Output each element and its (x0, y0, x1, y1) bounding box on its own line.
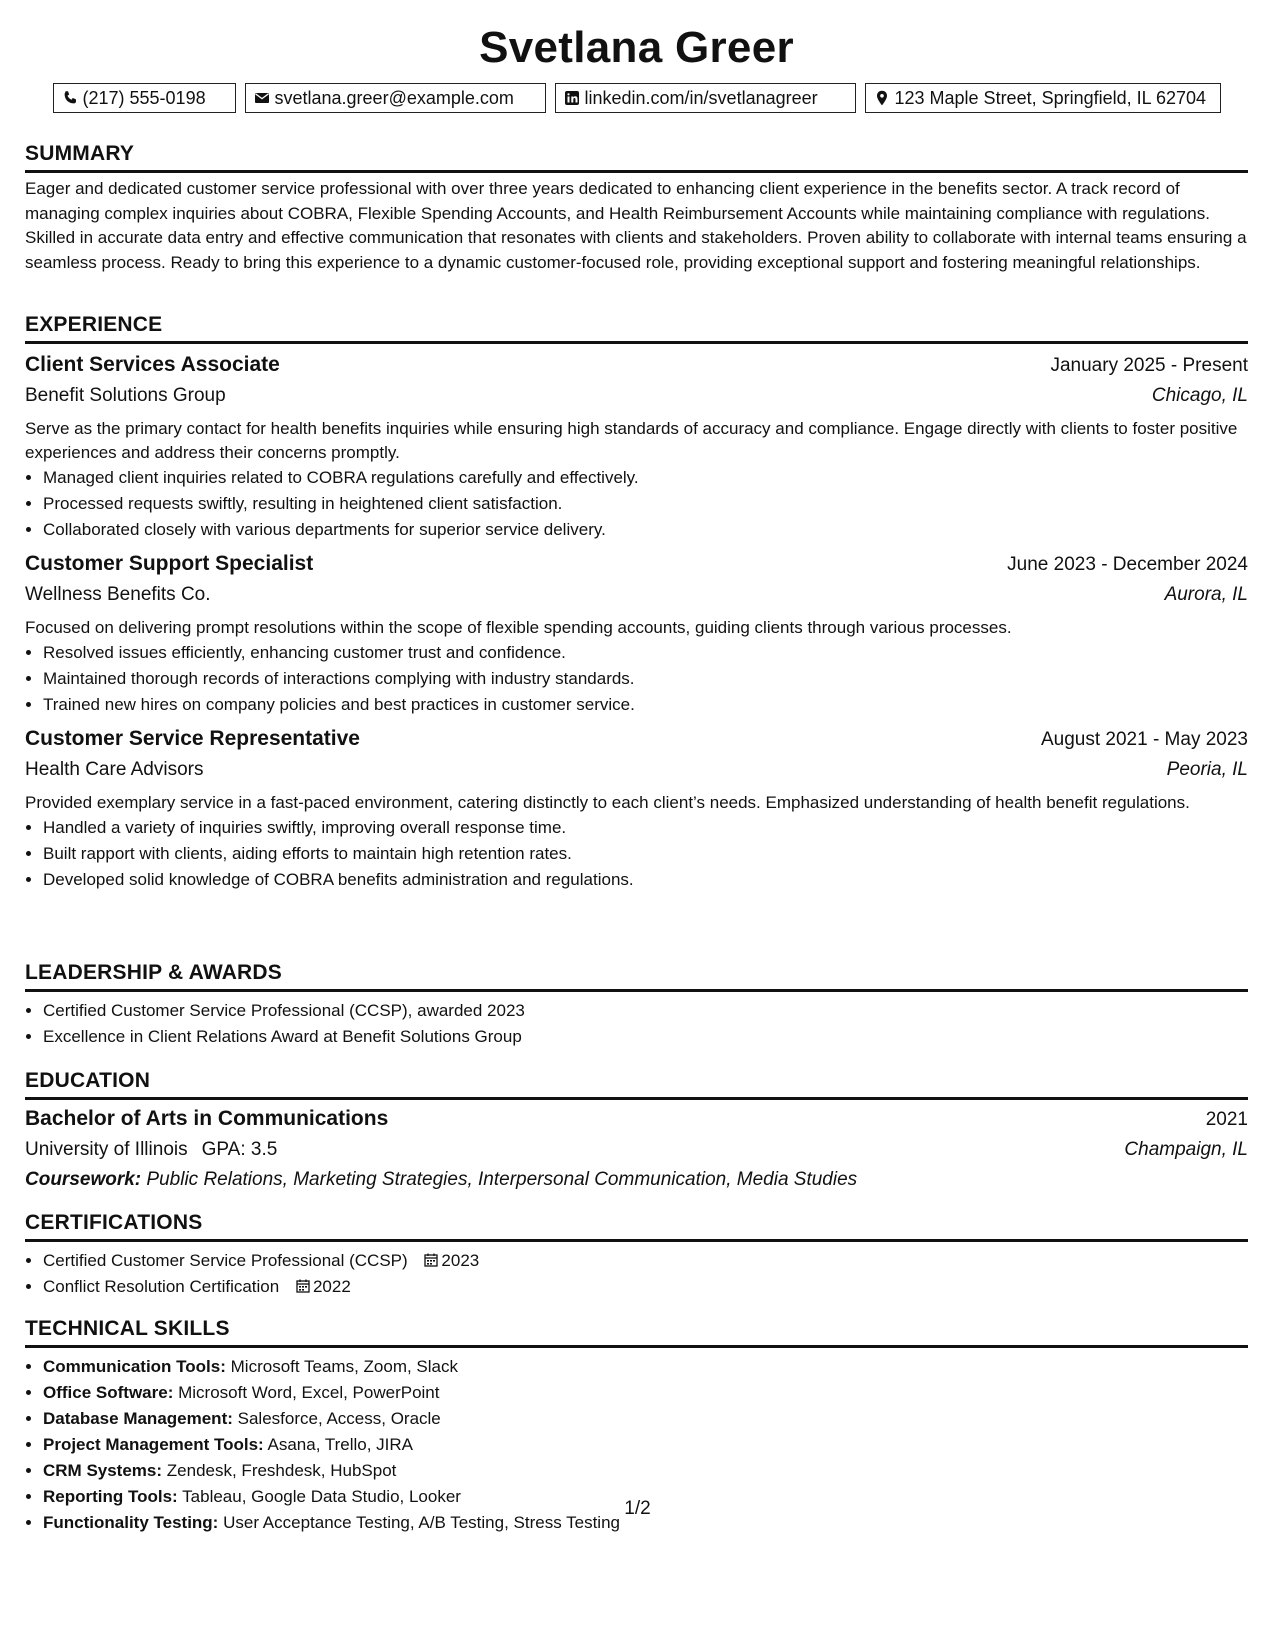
list-item: • Certified Customer Service Professional (CCSP), awarded 2023 (43, 998, 1248, 1024)
envelope-icon (254, 90, 270, 106)
skill-label: CRM Systems: (43, 1461, 163, 1480)
list-item: • Excellence in Client Relations Award at Benefit Solutions Group (43, 1024, 1248, 1050)
certification-name: Certified Customer Service Professional (CCSP) (43, 1251, 408, 1270)
skill-label: Communication Tools: (43, 1357, 226, 1376)
job-title: Customer Service Representative (25, 727, 360, 750)
education-section (25, 1068, 1248, 1195)
list-item (43, 1274, 1248, 1300)
skill-value: Tableau, Google Data Studio, Looker (182, 1487, 461, 1506)
list-item: • Processed requests swiftly, resulting in heightened client satisfaction. (43, 491, 1248, 517)
linkedin-icon (564, 90, 580, 106)
job-bullets (25, 465, 1248, 543)
skill-value: Asana, Trello, JIRA (267, 1435, 414, 1454)
email-text: svetlana.greer@example.com (274, 87, 514, 108)
education-heading: EDUCATION (25, 1068, 1248, 1100)
job-entry (25, 549, 1248, 718)
list-item (43, 1458, 1248, 1484)
job-location: Peoria, IL (1166, 759, 1248, 780)
summary-text: Eager and dedicated customer service professional with over three years dedicated to enhancing client experience in the benefits sector. A track record of managing complex inquiries about COBRA, Flexible Spending Accounts, and Health Reimbursement Accounts while maintaining compliance with regulations. Skilled in accurate data entry and effective communication that resonates with clients and stakeholders. Proven ability to collaborate with internal teams ensuring a seamless process. Ready to bring this experience to a dynamic customer-focused role, providing exceptional support and fostering meaningful relationships. (25, 179, 1247, 272)
list-item: • Trained new hires on company policies and best practices in customer service. (43, 692, 1248, 718)
skill-value: Salesforce, Access, Oracle (237, 1409, 441, 1428)
certifications-heading: CERTIFICATIONS (25, 1210, 1248, 1242)
skill-value: Microsoft Word, Excel, PowerPoint (178, 1383, 440, 1402)
gpa: GPA: 3.5 (201, 1139, 278, 1160)
address-contact (865, 83, 1221, 113)
skill-value: Zendesk, Freshdesk, HubSpot (166, 1461, 397, 1480)
skill-value: User Acceptance Testing, A/B Testing, Stress Testing (223, 1513, 620, 1532)
degree-title: Bachelor of Arts in Communications (25, 1107, 389, 1130)
summary-section (25, 141, 1248, 275)
job-dates: August 2021 - May 2023 (1040, 729, 1248, 750)
graduation-year: 2021 (1205, 1109, 1248, 1130)
skill-label: Database Management: (43, 1409, 233, 1428)
list-item (43, 1354, 1248, 1380)
email-contact[interactable] (245, 83, 546, 113)
calendar-icon (296, 1279, 310, 1293)
linkedin-text: linkedin.com/in/svetlanagreer (584, 87, 818, 108)
calendar-icon (424, 1253, 438, 1267)
list-item (43, 1380, 1248, 1406)
list-item: • Built rapport with clients, aiding efforts to maintain high retention rates. (43, 841, 1248, 867)
coursework-label: Coursework: (25, 1169, 142, 1190)
certifications-section (25, 1210, 1248, 1300)
leadership-list (25, 998, 1248, 1050)
job-description: Serve as the primary contact for health benefits inquiries while ensuring high standards of accuracy and compliance. Engage directly with clients to foster positive experiences and address their concerns promptly. (25, 419, 1238, 462)
phone-text: (217) 555-0198 (82, 87, 206, 108)
school-name: University of Illinois (25, 1139, 188, 1160)
list-item (43, 1248, 1248, 1274)
job-bullets (25, 640, 1248, 718)
contact-bar (25, 83, 1248, 113)
skill-label: Office Software: (43, 1383, 174, 1402)
list-item (43, 1406, 1248, 1432)
skills-heading: TECHNICAL SKILLS (25, 1316, 1248, 1348)
job-description: Focused on delivering prompt resolutions within the scope of flexible spending accounts, guiding clients through various processes. (25, 618, 1012, 637)
list-item: • Collaborated closely with various departments for superior service delivery. (43, 517, 1248, 543)
phone-contact[interactable] (53, 83, 236, 113)
certification-year: 2023 (441, 1251, 480, 1270)
coursework-list: Public Relations, Marketing Strategies, Interpersonal Communication, Media Studies (146, 1169, 858, 1190)
job-dates: January 2025 - Present (1050, 355, 1248, 376)
resume-page (25, 0, 1248, 1532)
page-number: 1/2 (624, 1498, 651, 1519)
certification-name: Conflict Resolution Certification (43, 1277, 280, 1296)
certification-year: 2022 (312, 1277, 351, 1296)
job-company: Benefit Solutions Group (25, 385, 226, 406)
job-entry (25, 350, 1248, 543)
list-item: • Resolved issues efficiently, enhancing customer trust and confidence. (43, 640, 1248, 666)
list-item: • Maintained thorough records of interactions complying with industry standards. (43, 666, 1248, 692)
skill-label: Functionality Testing: (43, 1513, 219, 1532)
experience-section (25, 312, 1248, 893)
coursework (25, 1165, 1248, 1195)
job-description: Provided exemplary service in a fast-paced environment, catering distinctly to each client’s needs. Emphasized understanding of health benefit regulations. (25, 793, 1190, 812)
job-title: Client Services Associate (25, 353, 280, 376)
certifications-list (25, 1248, 1248, 1300)
job-company: Health Care Advisors (25, 759, 204, 780)
address-text: 123 Maple Street, Springfield, IL 62704 (894, 87, 1207, 108)
job-dates: June 2023 - December 2024 (1007, 554, 1248, 575)
skill-label: Reporting Tools: (43, 1487, 178, 1506)
summary-heading: SUMMARY (25, 141, 1248, 173)
phone-icon (62, 90, 78, 106)
leadership-heading: LEADERSHIP & AWARDS (25, 960, 1248, 992)
candidate-name: Svetlana Greer (479, 23, 794, 72)
job-bullets (25, 815, 1248, 893)
leadership-section (25, 960, 1248, 1050)
job-location: Aurora, IL (1164, 584, 1248, 605)
job-location: Chicago, IL (1151, 385, 1248, 406)
job-entry (25, 724, 1248, 893)
skill-value: Microsoft Teams, Zoom, Slack (230, 1357, 458, 1376)
school-location: Champaign, IL (1124, 1139, 1248, 1160)
list-item: • Handled a variety of inquiries swiftly, improving overall response time. (43, 815, 1248, 841)
skill-label: Project Management Tools: (43, 1435, 264, 1454)
map-pin-icon (874, 90, 890, 106)
job-company: Wellness Benefits Co. (25, 584, 211, 605)
list-item: • Developed solid knowledge of COBRA benefits administration and regulations. (43, 867, 1248, 893)
experience-heading: EXPERIENCE (25, 312, 1248, 344)
job-title: Customer Support Specialist (25, 552, 314, 575)
list-item (43, 1432, 1248, 1458)
linkedin-contact[interactable] (555, 83, 856, 113)
list-item: • Managed client inquiries related to COBRA regulations carefully and effectively. (43, 465, 1248, 491)
